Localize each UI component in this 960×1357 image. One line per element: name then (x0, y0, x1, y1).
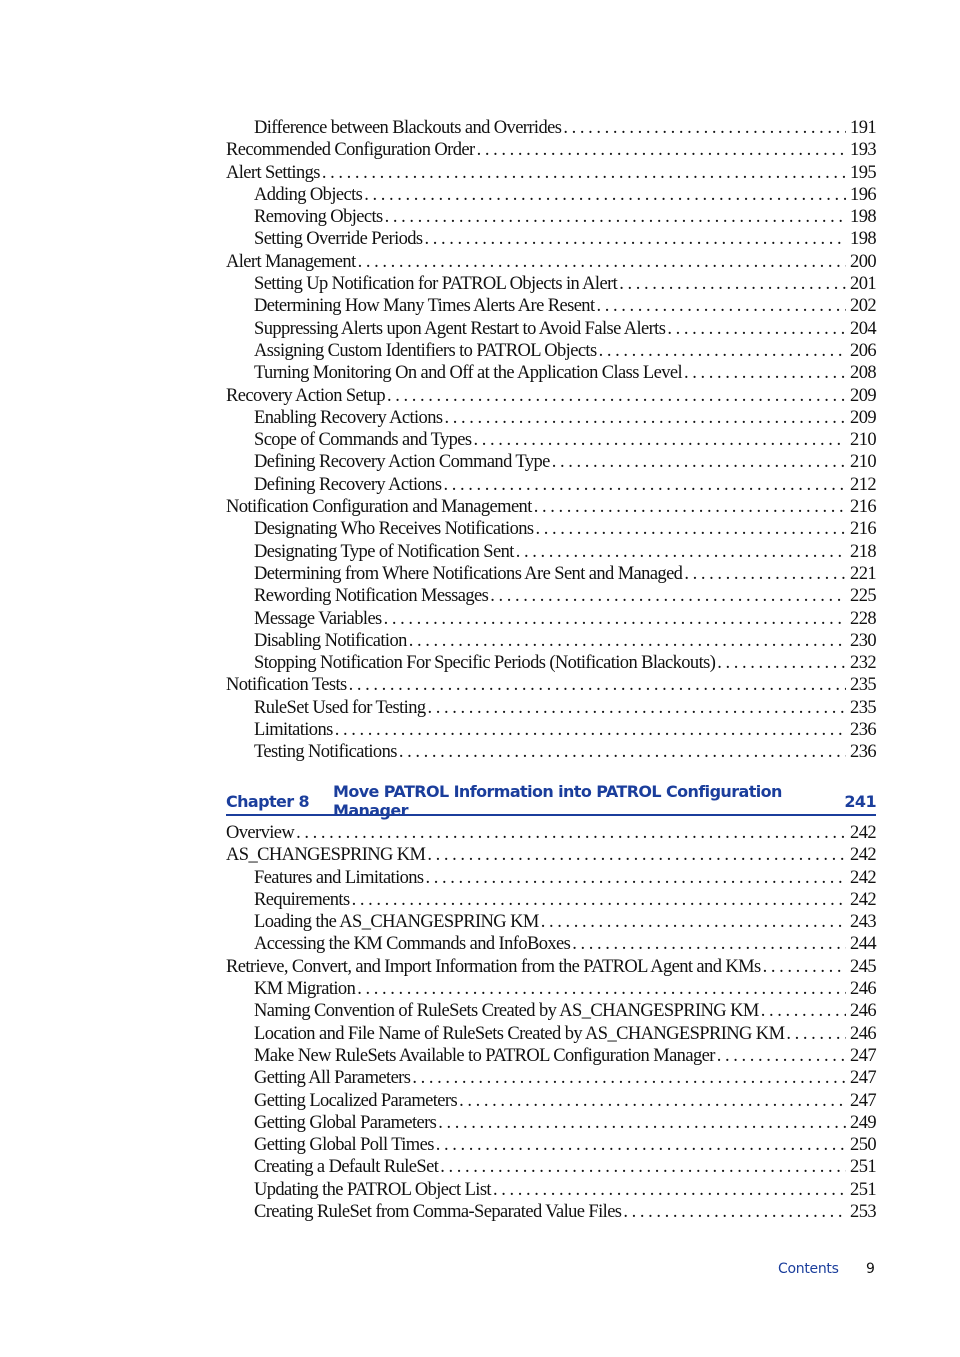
dot-leader (599, 341, 846, 362)
dot-leader (563, 118, 846, 139)
toc-entry-title: Make New RuleSets Available to PATROL Configuration Manager (254, 1045, 715, 1066)
dot-leader (349, 675, 846, 696)
toc-entry[interactable] (226, 1157, 876, 1179)
toc-entry-page: 212 (850, 474, 876, 495)
toc-entry[interactable] (226, 140, 876, 162)
toc-entry-title: Designating Who Receives Notifications (254, 519, 534, 540)
toc-entry-page: 210 (850, 430, 876, 451)
toc-entry[interactable] (226, 475, 876, 497)
toc-entry[interactable] (226, 890, 876, 912)
toc-entry-page: 242 (850, 889, 876, 910)
toc-entry-title: Getting Global Parameters (254, 1112, 437, 1133)
dot-leader (786, 1024, 846, 1045)
toc-entry-title: Turning Monitoring On and Off at the Application Class Level (254, 363, 683, 384)
dot-leader (763, 957, 846, 978)
toc-entry-page: 208 (850, 363, 876, 384)
toc-entry-page: 251 (850, 1157, 876, 1178)
toc-entry-page: 253 (850, 1202, 876, 1223)
toc-entry[interactable] (226, 564, 876, 586)
toc-entry-title: Requirements (254, 889, 350, 910)
toc-entry-title: Scope of Commands and Types (254, 430, 472, 451)
toc-entry-page: 235 (850, 697, 876, 718)
toc-entry[interactable] (226, 118, 876, 140)
dot-leader (761, 1001, 846, 1022)
toc-entry-title: Location and File Name of RuleSets Created by AS_CHANGESPRING KM (254, 1023, 785, 1044)
toc-entry-page: 209 (850, 407, 876, 428)
toc-entry-page: 247 (850, 1068, 876, 1089)
dot-leader (623, 1202, 846, 1223)
toc-entry[interactable] (226, 653, 876, 675)
toc-entry[interactable] (226, 163, 876, 185)
toc-entry-page: 204 (850, 318, 876, 339)
dot-leader (322, 163, 846, 184)
toc-entry-title: Stopping Notification For Specific Periods (Notification Blackouts) (254, 653, 716, 674)
toc-entry[interactable] (226, 742, 876, 764)
toc-entry-page: 228 (850, 608, 876, 629)
dot-leader (428, 698, 847, 719)
toc-entry-title: Suppressing Alerts upon Agent Restart to Avoid False Alerts (254, 318, 666, 339)
toc-entry-title: Retrieve, Convert, and Import Information from the PATROL Agent and KMs (226, 956, 761, 977)
toc-entry[interactable] (226, 1113, 876, 1135)
dot-leader (477, 140, 846, 161)
toc-entry-title: Getting All Parameters (254, 1068, 411, 1089)
toc-entry[interactable] (226, 229, 876, 251)
dot-leader (438, 1113, 846, 1134)
toc-entry-title: Difference between Blackouts and Overrides (254, 118, 562, 138)
chapter-heading[interactable] (226, 782, 876, 820)
toc-entry-title: Features and Limitations (254, 867, 424, 888)
toc-entry-page: 246 (850, 1023, 876, 1044)
toc-entry-title: Overview (226, 823, 295, 843)
dot-leader (474, 430, 847, 451)
toc-entry[interactable] (226, 341, 876, 363)
toc-entry-title: AS_CHANGESPRING KM (226, 845, 426, 866)
toc-entry-page: 198 (850, 207, 876, 228)
toc-entry[interactable] (226, 845, 876, 867)
chapter-number: Chapter 8 (226, 791, 310, 811)
toc-entry-page: 243 (850, 912, 876, 933)
toc-entry[interactable] (226, 274, 876, 296)
toc-entry[interactable] (226, 979, 876, 1001)
dot-leader (572, 934, 846, 955)
toc-entry[interactable] (226, 720, 876, 742)
toc-entry-title: Recovery Action Setup (226, 385, 386, 406)
toc-entry-title: Creating a Default RuleSet (254, 1157, 439, 1178)
toc-entry-title: Alert Management (226, 251, 356, 272)
toc-entry[interactable] (226, 430, 876, 452)
dot-leader (684, 363, 846, 384)
toc-entry-page: 216 (850, 519, 876, 540)
toc-entry-page: 232 (850, 653, 876, 674)
footer-label: Contents (778, 1261, 839, 1277)
toc-entry[interactable] (226, 586, 876, 608)
dot-leader (436, 1135, 846, 1156)
toc-entry-page: 246 (850, 1001, 876, 1022)
toc-entry[interactable] (226, 609, 876, 631)
toc-entry-page: 202 (850, 296, 876, 317)
toc-entry-title: Updating the PATROL Object List (254, 1179, 491, 1200)
toc-entry-title: Getting Localized Parameters (254, 1090, 458, 1111)
toc-entry-page: 193 (850, 140, 876, 161)
toc-entry-page: 245 (850, 956, 876, 977)
toc-entry[interactable] (226, 1046, 876, 1068)
toc-entry[interactable] (226, 957, 876, 979)
toc-entry[interactable] (226, 542, 876, 564)
dot-leader (717, 1046, 846, 1067)
dot-leader (409, 631, 846, 652)
dot-leader (493, 1180, 846, 1201)
toc-entry-page: 218 (850, 541, 876, 562)
toc-entry-title: Defining Recovery Action Command Type (254, 452, 550, 473)
toc-entry-title: Loading the AS_CHANGESPRING KM (254, 912, 539, 933)
toc-entry-page: 236 (850, 720, 876, 741)
toc-entry-page: 206 (850, 340, 876, 361)
dot-leader (427, 845, 846, 866)
toc-entry[interactable] (226, 185, 876, 207)
dot-leader (357, 979, 846, 1000)
toc-entry[interactable] (226, 698, 876, 720)
dot-leader (459, 1091, 846, 1112)
toc-entry[interactable] (226, 675, 876, 697)
toc-entry[interactable] (226, 912, 876, 934)
toc-entry-page: 246 (850, 979, 876, 1000)
dot-leader (667, 319, 846, 340)
toc-entry-page: 221 (850, 563, 876, 584)
toc-entry-page: 251 (850, 1179, 876, 1200)
toc-entry-page: 244 (850, 934, 876, 955)
dot-leader (443, 475, 846, 496)
dot-leader (358, 252, 846, 273)
toc-entry-title: Naming Convention of RuleSets Created by AS_CHANGESPRING KM (254, 1001, 759, 1022)
toc-entry-page: 198 (850, 229, 876, 250)
toc-entry[interactable] (226, 252, 876, 274)
dot-leader (364, 185, 846, 206)
toc-entry-title: RuleSet Used for Testing (254, 697, 426, 718)
toc-entry-page: 236 (850, 742, 876, 763)
toc-entry-page: 247 (850, 1045, 876, 1066)
dot-leader (384, 609, 846, 630)
toc-entry-title: Notification Configuration and Management (226, 497, 532, 518)
dot-leader (619, 274, 846, 295)
chapter-page: 241 (844, 791, 876, 811)
toc-entry-title: Testing Notifications (254, 742, 397, 763)
toc-entry[interactable] (226, 386, 876, 408)
toc-entry-page: 201 (850, 274, 876, 295)
dot-leader (426, 868, 847, 889)
toc-entry-page: 249 (850, 1112, 876, 1133)
toc-entry-title: Getting Global Poll Times (254, 1135, 434, 1156)
toc-entry[interactable] (226, 868, 876, 890)
toc-entry-page: 230 (850, 630, 876, 651)
toc-entry-page: 196 (850, 184, 876, 205)
dot-leader (335, 720, 846, 741)
toc-entry-page: 235 (850, 675, 876, 696)
page-number: 9 (866, 1261, 875, 1277)
dot-leader (490, 586, 846, 607)
toc-entry-page: 242 (850, 823, 876, 843)
toc-entry-title: Defining Recovery Actions (254, 474, 442, 495)
toc-entry-title: Notification Tests (226, 675, 347, 696)
toc-entry[interactable] (226, 934, 876, 956)
toc-entry-title: Disabling Notification (254, 630, 407, 651)
toc-entry-title: Limitations (254, 720, 333, 741)
toc-entry[interactable] (226, 1202, 876, 1224)
toc-entry-title: Adding Objects (254, 184, 363, 205)
toc-entry-page: 247 (850, 1090, 876, 1111)
toc-entry-page: 195 (850, 162, 876, 183)
toc-entry[interactable] (226, 408, 876, 430)
toc-entry[interactable] (226, 1001, 876, 1023)
toc-entry-title: Removing Objects (254, 207, 383, 228)
toc-entry-page: 250 (850, 1135, 876, 1156)
dot-leader (717, 653, 846, 674)
toc-entry[interactable] (226, 1091, 876, 1113)
toc-entry[interactable] (226, 452, 876, 474)
dot-leader (385, 207, 846, 228)
toc-entry-title: Assigning Custom Identifiers to PATROL Objects (254, 340, 597, 361)
toc-entry[interactable] (226, 1180, 876, 1202)
toc-entry-title: Setting Override Periods (254, 229, 423, 250)
dot-leader (552, 452, 846, 473)
toc-entry[interactable] (226, 519, 876, 541)
toc-entry-page: 225 (850, 586, 876, 607)
dot-leader (444, 408, 846, 429)
toc-entry-title: Enabling Recovery Actions (254, 407, 443, 428)
toc-entry-title: Alert Settings (226, 162, 320, 183)
toc-entry[interactable] (226, 207, 876, 229)
dot-leader (534, 497, 846, 518)
toc-entry-title: Recommended Configuration Order (226, 140, 475, 161)
toc-entry[interactable] (226, 497, 876, 519)
dot-leader (541, 912, 846, 933)
toc-entry[interactable] (226, 631, 876, 653)
toc-entry-title: Designating Type of Notification Sent (254, 541, 514, 562)
dot-leader (425, 229, 847, 250)
dot-leader (535, 519, 846, 540)
toc-entry-page: 210 (850, 452, 876, 473)
toc-entry-title: Setting Up Notification for PATROL Objects in Alert (254, 274, 618, 295)
dot-leader (597, 296, 847, 317)
toc-entry[interactable] (226, 319, 876, 341)
toc-entry-title: Rewording Notification Messages (254, 586, 489, 607)
toc-entry-title: Determining from Where Notifications Are Sent and Managed (254, 563, 683, 584)
toc-entry[interactable] (226, 296, 876, 318)
dot-leader (399, 742, 846, 763)
toc-entry[interactable] (226, 363, 876, 385)
dot-leader (412, 1068, 846, 1089)
toc-entry-page: 242 (850, 867, 876, 888)
toc-entry-title: Determining How Many Times Alerts Are Resent (254, 296, 595, 317)
dot-leader (440, 1157, 846, 1178)
dot-leader (387, 386, 846, 407)
toc-entry[interactable] (226, 1135, 876, 1157)
toc-entry[interactable] (226, 1024, 876, 1046)
toc-section-1 (226, 118, 876, 765)
dot-leader (296, 823, 846, 844)
toc-entry-page: 200 (850, 251, 876, 272)
toc-entry[interactable] (226, 1068, 876, 1090)
dot-leader (352, 890, 846, 911)
toc-entry-title: Message Variables (254, 608, 382, 629)
toc-entry-page: 209 (850, 385, 876, 406)
dot-leader (516, 542, 846, 563)
toc-section-2 (226, 823, 876, 1224)
toc-entry-title: Creating RuleSet from Comma-Separated Value Files (254, 1202, 622, 1223)
toc-entry-title: KM Migration (254, 979, 356, 1000)
toc-entry-title: Accessing the KM Commands and InfoBoxes (254, 934, 571, 955)
chapter-title: Move PATROL Information into PATROL Configuration Manager (333, 782, 782, 820)
dot-leader (684, 564, 846, 585)
toc-entry-page: 242 (850, 845, 876, 866)
toc-entry-page: 191 (850, 118, 876, 138)
toc-entry[interactable] (226, 823, 876, 845)
toc-entry-page: 216 (850, 497, 876, 518)
